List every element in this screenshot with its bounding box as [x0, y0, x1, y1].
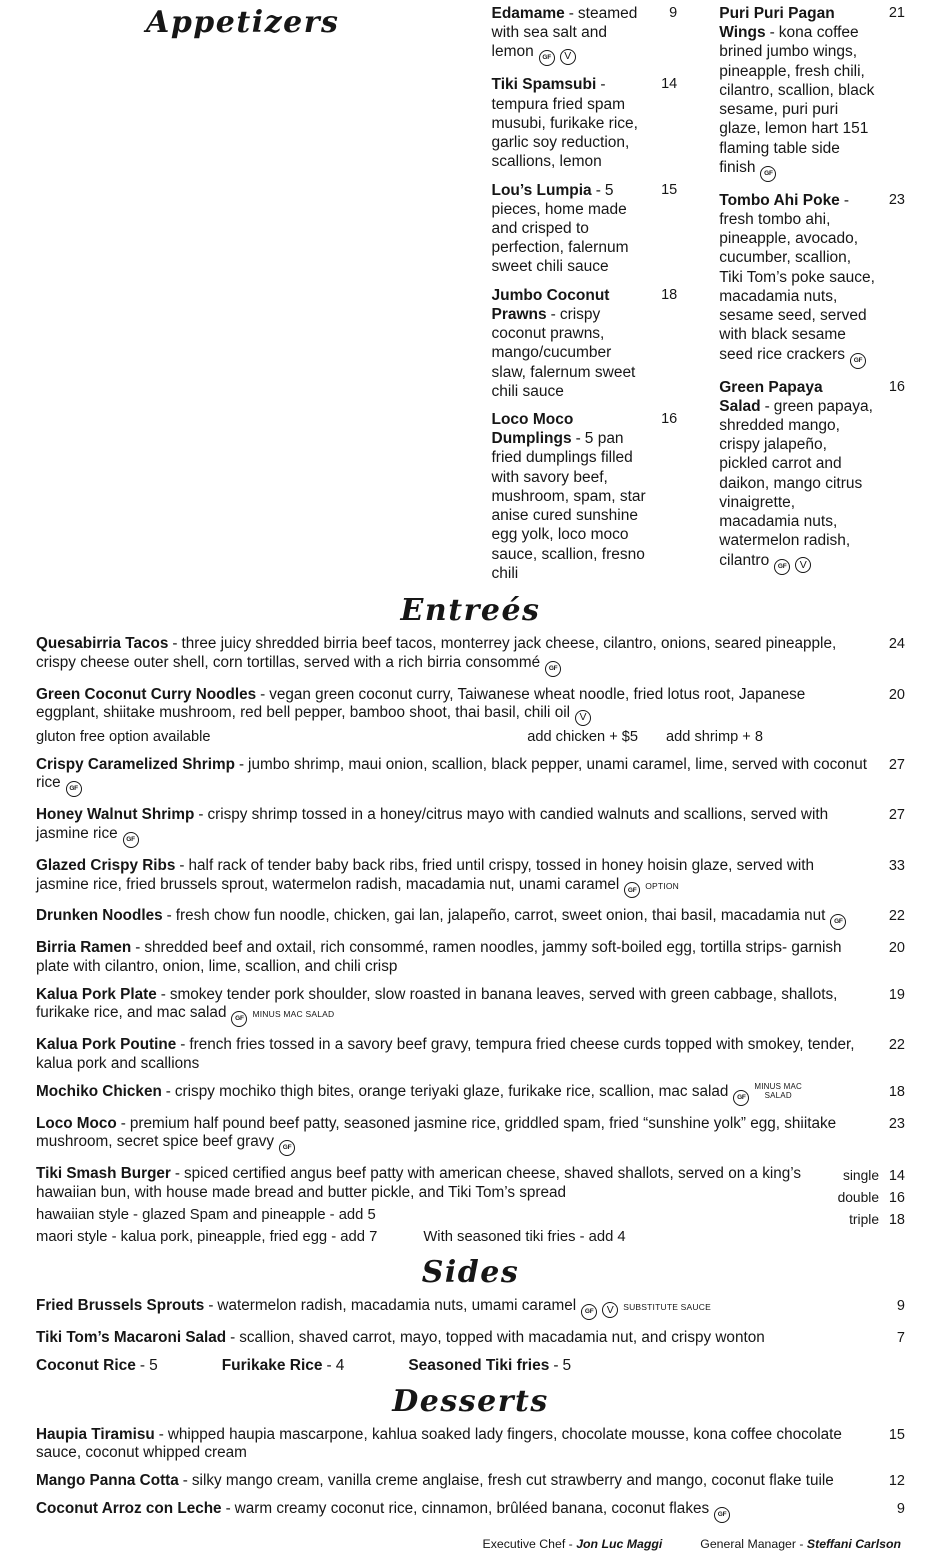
item-price: 18	[888, 1083, 905, 1100]
item-description: fresh chow fun noodle, chicken, gai lan, jalapeño, carrot, sweet onion, thai basil, macadamia nut	[175, 907, 826, 925]
menu-item	[36, 907, 905, 930]
menu-item	[492, 4, 678, 66]
item-text	[36, 806, 867, 848]
variant-row	[838, 1210, 905, 1232]
executive-chef-name: Jon Luc Maggi	[576, 1536, 663, 1551]
menu-item	[492, 75, 678, 171]
item-description: spiced certified angus beef patty with american cheese, shaved shallots, served on a king’s hawaiian bun, with house made bread and butter pickle, and Tiki Tom’s spread	[36, 1165, 802, 1201]
variant-row	[838, 1166, 905, 1188]
note-right	[527, 728, 763, 747]
item-name: Tiki Tom’s Macaroni Salad	[36, 1329, 227, 1347]
item-price: 5	[562, 1356, 572, 1374]
badge-note-line: SALAD	[764, 1090, 792, 1100]
variant-price: 14	[888, 1168, 905, 1185]
item-description: crispy coconut prawns, mango/cucumber slaw, falernum sweet chili sauce	[491, 305, 636, 400]
item-price: 9	[669, 5, 678, 21]
gluten-free-icon: GF	[850, 353, 866, 369]
item-price: 15	[661, 181, 678, 198]
section-title-sides: Sides	[421, 1255, 520, 1291]
item-description: steamed with sea salt and lemon	[491, 5, 638, 61]
item-description: shredded beef and oxtail, rich consommé, ramen noodles, jammy soft-boiled egg, tortilla strips- garnish plate with cilantro, onion, lime, scallion, and chili crisp	[36, 939, 842, 976]
item-price: 5	[149, 1356, 158, 1374]
item-price: 16	[661, 410, 678, 427]
menu-item	[36, 806, 905, 848]
item-price: 20	[888, 686, 905, 703]
item-description: jumbo shrimp, maui onion, scallion, black pepper, unami caramel, lime, served with coconut rice	[36, 755, 868, 792]
item-note-line	[36, 728, 867, 747]
name-desc-separator: -	[120, 1114, 126, 1132]
menu-item	[36, 1115, 905, 1157]
item-text	[36, 857, 867, 899]
item-description: three juicy shredded birria beef tacos, monterrey jack cheese, cilantro, onions, seared pineapple, crispy cheese outer shell, corn tortillas, served with a rich birria consommé	[36, 634, 837, 671]
name-desc-separator: -	[550, 305, 556, 323]
general-manager-label: General Manager -	[700, 1536, 804, 1551]
name-desc-separator: -	[198, 806, 204, 824]
name-desc-separator: -	[764, 397, 770, 415]
item-description: crispy mochiko thigh bites, orange teriyaki glaze, furikake rice, scallion, mac salad	[174, 1082, 729, 1100]
name-desc-separator: -	[208, 1297, 214, 1315]
item-text	[36, 635, 867, 677]
menu-item	[719, 191, 905, 369]
item-name: Tiki Smash Burger	[36, 1165, 171, 1183]
option-text: hawaiian style - glazed Spam and pineapple - add 5	[36, 1206, 376, 1223]
name-desc-separator: -	[260, 685, 266, 703]
option-text: maori style - kalua pork, pineapple, fried egg - add 7	[36, 1228, 378, 1245]
item-description: french fries tossed in a savory beef gravy, tempura fried cheese curds topped with smokey, tender, kalua pork and scallions	[36, 1036, 855, 1073]
name-desc-separator: -	[180, 1036, 186, 1054]
menu-footer	[36, 1537, 905, 1551]
item-name: Birria Ramen	[36, 939, 132, 957]
gluten-free-icon: GF	[830, 914, 846, 930]
item-name: Quesabirria Tacos	[36, 634, 169, 652]
section-desserts	[36, 1385, 905, 1523]
item-price: 27	[888, 756, 905, 773]
gluten-free-icon: GF	[774, 559, 790, 575]
vegetarian-icon: V	[560, 49, 576, 65]
option-text: With seasoned tiki fries - add 4	[423, 1228, 626, 1245]
name-price-separator: -	[139, 1356, 146, 1374]
gluten-free-icon: GF	[123, 832, 139, 848]
gluten-free-icon: GF	[760, 166, 776, 182]
item-text	[36, 686, 867, 747]
item-text	[492, 4, 648, 66]
item-description: 5 pieces, home made and crisped to perfection, falernum sweet chili sauce	[491, 181, 629, 276]
item-price: 12	[888, 1473, 905, 1489]
item-price: 33	[888, 857, 905, 874]
name-desc-separator: -	[843, 191, 849, 209]
item-text	[719, 378, 875, 575]
variant-price: 16	[888, 1190, 905, 1207]
item-name: Mango Panna Cotta	[36, 1472, 179, 1489]
inline-side-item	[222, 1357, 345, 1375]
name-desc-separator: -	[230, 1329, 236, 1347]
menu-item	[36, 1297, 905, 1320]
item-price: 27	[888, 807, 905, 824]
badge-note: OPTION	[645, 880, 680, 891]
item-name: Honey Walnut Shrimp	[36, 806, 195, 824]
general-manager	[700, 1537, 901, 1551]
item-name: Tombo Ahi Poke	[719, 191, 840, 209]
item-name: Green Coconut Curry Noodles	[36, 685, 257, 703]
item-description: smokey tender pork shoulder, slow roasted in banana leaves, served with green cabbage, shallots, furikake rice, and mac salad	[36, 985, 838, 1022]
item-name: Coconut Arroz con Leche	[36, 1499, 222, 1517]
name-desc-separator: -	[172, 634, 178, 652]
name-desc-separator: -	[166, 907, 172, 925]
item-price: 7	[896, 1330, 905, 1347]
menu-item	[36, 756, 905, 798]
name-desc-separator: -	[568, 5, 574, 22]
item-text	[36, 1165, 838, 1247]
item-text	[36, 1083, 867, 1106]
gluten-free-icon: GF	[733, 1090, 749, 1106]
item-text	[492, 286, 648, 401]
menu-list	[36, 635, 905, 1247]
item-description: kona coffee brined jumbo wings, pineapple, fresh chili, cilantro, scallion, black sesame, puri puri glaze, lemon hart 151 flaming table side finish	[719, 24, 875, 176]
menu-item	[36, 1426, 905, 1463]
name-desc-separator: -	[600, 76, 606, 94]
item-name: Edamame	[491, 5, 565, 22]
menu-item	[36, 1036, 905, 1073]
menu-item	[36, 635, 905, 677]
menu-item	[36, 986, 905, 1028]
menu-item	[36, 1083, 905, 1106]
item-text	[36, 986, 867, 1028]
item-price: 22	[888, 908, 905, 925]
gluten-free-icon: GF	[714, 1507, 730, 1523]
gluten-free-icon: GF	[624, 882, 640, 898]
variant-label: triple	[849, 1211, 879, 1227]
name-desc-separator: -	[174, 1165, 180, 1183]
item-description: tempura fried spam musubi, furikake rice, garlic soy reduction, scallions, lemon	[491, 95, 638, 171]
item-text	[36, 1472, 867, 1491]
gluten-free-icon: GF	[231, 1011, 247, 1027]
gluten-free-icon: GF	[279, 1140, 295, 1156]
item-price: 18	[661, 286, 678, 303]
item-text	[36, 756, 867, 798]
item-text	[36, 1036, 867, 1073]
item-option-line	[36, 1206, 838, 1225]
item-description: vegan green coconut curry, Taiwanese wheat noodle, fried lotus root, Japanese eggplant, shiitake mushroom, red bell pepper, bamboo shoot, thai basil, chili oil	[36, 685, 806, 722]
item-name: Fried Brussels Sprouts	[36, 1297, 205, 1315]
item-price: 15	[888, 1426, 905, 1443]
item-description: green papaya, shredded mango, crispy jalapeño, pickled carrot and daikon, mango citrus vinaigrette, macadamia nuts, watermelon radish, cilantro	[719, 397, 873, 569]
item-name: Jumbo Coconut Prawns	[491, 286, 610, 323]
menu-item	[492, 181, 678, 277]
item-name: Drunken Noodles	[36, 907, 163, 925]
menu-item	[719, 4, 905, 182]
name-desc-separator: -	[135, 939, 141, 957]
inline-side-item	[36, 1357, 158, 1375]
badge-note-stacked	[754, 1083, 802, 1101]
item-price: 24	[888, 635, 905, 652]
name-desc-separator: -	[160, 985, 166, 1003]
item-text	[36, 1500, 867, 1523]
section-title-appetizers: Appetizers	[146, 5, 340, 40]
variant-price: 18	[888, 1211, 905, 1228]
gluten-free-icon: GF	[539, 50, 555, 66]
item-price: 9	[896, 1500, 905, 1517]
note-addon: add shrimp + 8	[666, 728, 763, 745]
executive-chef	[483, 1537, 663, 1551]
name-desc-separator: -	[238, 755, 245, 773]
gluten-free-icon: GF	[581, 1304, 597, 1320]
menu-column	[719, 4, 905, 592]
item-name: Coconut Rice	[36, 1356, 136, 1374]
menu-item	[36, 1472, 905, 1491]
menu-item	[36, 686, 905, 747]
variant-label: double	[837, 1190, 879, 1206]
item-price: 16	[888, 378, 905, 395]
item-name: Lou’s Lumpia	[491, 181, 592, 199]
item-text	[36, 907, 867, 930]
name-desc-separator: -	[595, 181, 601, 199]
item-description: warm creamy coconut rice, cinnamon, brûléed banana, coconut flakes	[234, 1499, 710, 1517]
menu-item	[36, 1165, 905, 1247]
name-desc-separator: -	[158, 1425, 164, 1443]
name-desc-separator: -	[182, 1472, 188, 1489]
price-variants	[838, 1165, 905, 1231]
item-text	[719, 191, 875, 369]
vegetarian-icon: V	[795, 557, 811, 573]
item-option-line	[36, 1228, 838, 1247]
badge-note: MINUS MAC SALAD	[252, 1009, 335, 1020]
note-addon: add chicken + $5	[527, 728, 639, 745]
item-name: Kalua Pork Plate	[36, 985, 157, 1003]
name-desc-separator: -	[165, 1082, 171, 1100]
item-name: Glazed Crispy Ribs	[36, 856, 176, 874]
section-entrees	[36, 594, 905, 1247]
name-desc-separator: -	[769, 24, 775, 42]
gluten-free-icon: GF	[66, 781, 82, 797]
executive-chef-label: Executive Chef -	[482, 1536, 573, 1551]
item-name: Furikake Rice	[221, 1356, 323, 1374]
menu-item	[492, 286, 678, 401]
item-text	[492, 75, 648, 171]
menu-list	[36, 1297, 905, 1348]
item-name: Kalua Pork Poutine	[36, 1036, 177, 1054]
section-title-entrees: Entreés	[400, 592, 541, 628]
item-name: Loco Moco	[36, 1114, 117, 1132]
two-column-grid	[492, 4, 906, 592]
name-price-separator: -	[326, 1356, 332, 1374]
name-desc-separator: -	[179, 856, 185, 874]
vegetarian-icon: V	[575, 710, 591, 726]
item-text	[36, 1297, 867, 1320]
menu-item	[36, 857, 905, 899]
item-price: 9	[896, 1298, 905, 1315]
item-price: 4	[335, 1356, 345, 1374]
item-description: crispy shrimp tossed in a honey/citrus mayo with candied walnuts and scallions, served with jasmine rice	[36, 806, 829, 842]
item-name: Mochiko Chicken	[36, 1082, 162, 1100]
item-text	[492, 181, 648, 277]
item-text	[36, 1115, 867, 1157]
section-title-desserts: Desserts	[392, 1383, 549, 1419]
item-price: 21	[888, 5, 905, 21]
section-sides	[36, 1256, 905, 1375]
item-text	[36, 1426, 867, 1463]
item-price: 14	[661, 76, 678, 93]
item-name: Tiki Spamsubi	[491, 76, 597, 94]
note-left: gluton free option available	[36, 728, 211, 745]
menu-list	[36, 1426, 905, 1523]
general-manager-name: Steffani Carlson	[806, 1536, 901, 1551]
item-name: Crispy Caramelized Shrimp	[36, 755, 235, 773]
menu-item	[492, 410, 678, 583]
item-description: half rack of tender baby back ribs, fried until crispy, tossed in honey hoisin glaze, served with jasmine rice, fried brussels sprout, watermelon radish, macadamia nut, unami caramel	[36, 856, 815, 893]
item-description: 5 pan fried dumplings filled with savory beef, mushroom, spam, star anise cured sunshine egg yolk, loco moco sauce, scallion, fresno chili	[491, 430, 646, 582]
item-description: watermelon radish, macadamia nuts, umami caramel	[217, 1297, 577, 1315]
menu-column	[492, 4, 678, 592]
item-price: 20	[888, 940, 905, 957]
item-name: Green Papaya Salad	[719, 378, 823, 415]
menu-item	[719, 378, 905, 575]
name-desc-separator: -	[575, 430, 581, 448]
item-price: 23	[888, 191, 905, 208]
menu-item	[36, 939, 905, 976]
item-description: whipped haupia mascarpone, kahlua soaked lady fingers, chocolate mousse, kona coffee chocolate sauce, coconut whipped cream	[36, 1425, 842, 1462]
item-price: 23	[888, 1115, 905, 1132]
inline-side-item	[408, 1357, 571, 1375]
menu-item	[36, 1329, 905, 1348]
name-desc-separator: -	[225, 1499, 231, 1517]
item-name: Seasoned Tiki fries	[408, 1356, 550, 1374]
badge-note-line: MINUS MAC	[754, 1081, 802, 1091]
badge-note: SUBSTITUTE SAUCE	[623, 1302, 711, 1313]
item-price: 22	[888, 1037, 905, 1054]
item-text	[36, 939, 867, 976]
variant-row	[838, 1188, 905, 1210]
item-text	[36, 1329, 867, 1348]
section-appetizers	[36, 4, 905, 592]
variant-label: single	[842, 1168, 879, 1184]
item-description: silky mango cream, vanilla creme anglaise, fresh cut strawberry and mango, coconut flake tuile	[191, 1472, 834, 1489]
item-price: 19	[888, 986, 905, 1003]
sides-inline-row	[36, 1357, 905, 1375]
vegetarian-icon: V	[602, 1302, 618, 1318]
name-price-separator: -	[553, 1356, 559, 1374]
item-name: Haupia Tiramisu	[36, 1425, 155, 1443]
item-description: scallion, shaved carrot, mayo, topped with macadamia nut, and crispy wonton	[239, 1329, 765, 1347]
menu-item	[36, 1500, 905, 1523]
item-description: fresh tombo ahi, pineapple, avocado, cucumber, scallion, Tiki Tom’s poke sauce, macadamia nuts, sesame seed, served with black sesame seed rice crackers	[719, 211, 875, 363]
gluten-free-icon: GF	[545, 661, 561, 677]
item-name: Loco Moco Dumplings	[491, 410, 574, 448]
item-text	[719, 4, 875, 182]
item-text	[492, 410, 648, 583]
item-name: Puri Puri Pagan Wings	[719, 5, 835, 42]
item-description: premium half pound beef patty, seasoned jasmine rice, griddled spam, fried “sunshine yolk” egg, shiitake mushroom, secret spice beef gravy	[36, 1114, 837, 1151]
